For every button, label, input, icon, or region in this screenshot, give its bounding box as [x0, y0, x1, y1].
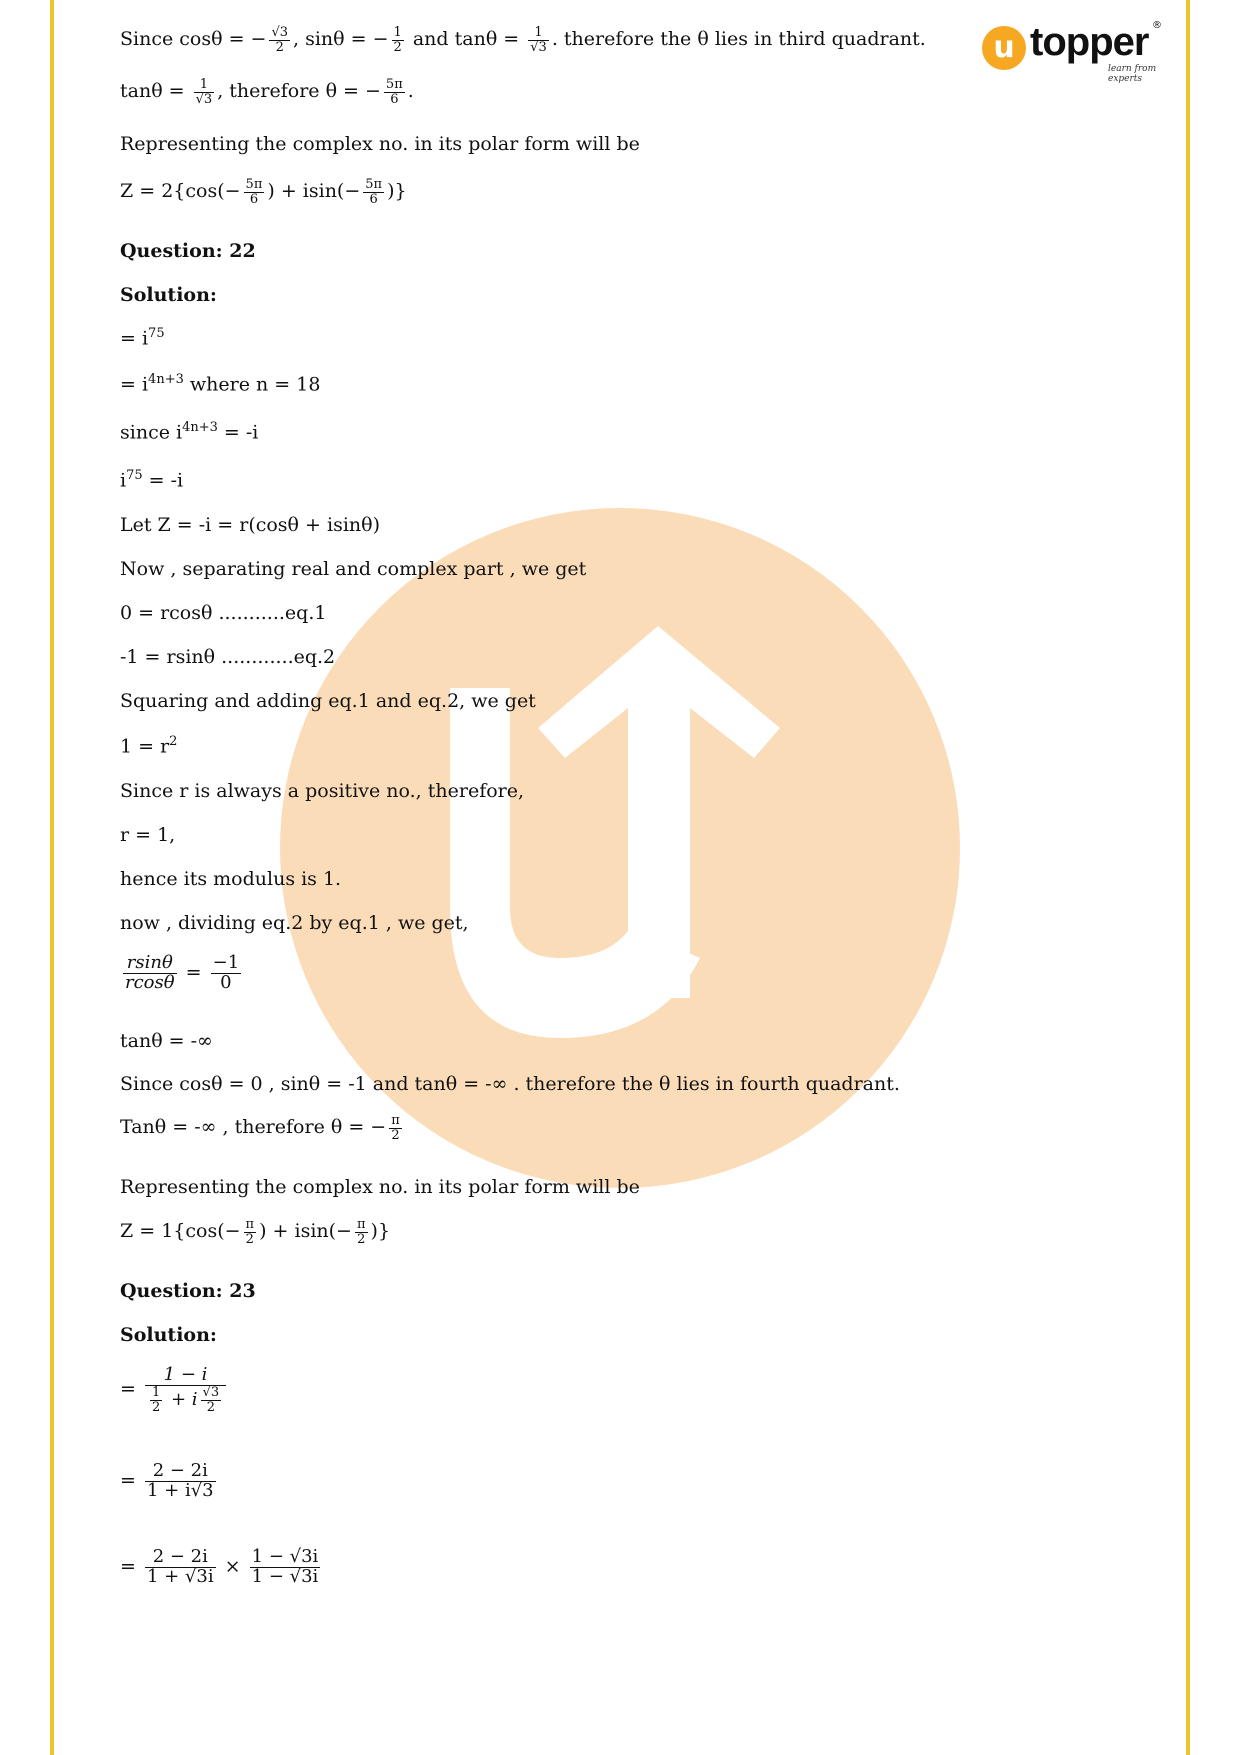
fraction: $\frac{1}{2}$: [151, 1384, 161, 1415]
question-23-heading: Question: 23: [120, 1280, 256, 1302]
fraction: $\frac{1}{√3}$: [195, 77, 213, 107]
fraction: $\frac{2 - 2i}{1 + i√3}$: [146, 1460, 214, 1501]
logo-registered-mark: ®: [1152, 20, 1162, 31]
q23-step-3: = $\frac{2 - 2i}{1 + √3i}$ × $\frac{1 - √3i}{1 - √3i}$: [120, 1546, 319, 1587]
q22-polar-form: Z = 1{cos(− $\frac{\pi}{2}$ ) + isin(− $\frac{\pi}{2}$ )}: [120, 1217, 391, 1247]
q22-step: $i^{75} = -i$: [120, 468, 184, 492]
brand-logo: [982, 18, 1162, 84]
q21-polar-form: Z = 2{cos(− $\frac{5\pi}{6}$ ) + isin(− $\frac{5\pi}{6}$ )}: [120, 177, 407, 207]
logo-tagline: learn from experts: [1108, 64, 1157, 84]
fraction: $\frac{\pi}{2}$: [245, 1217, 255, 1247]
page-border-right: [1186, 0, 1190, 1755]
fraction: $\frac{\pi}{2}$: [356, 1217, 366, 1247]
fraction: $\frac{1}{√3}$: [530, 25, 547, 55]
q22-step: Let Z = -i = r(cosθ + isinθ): [120, 514, 380, 536]
q22-quadrant-line: Since cosθ = 0 , sinθ = -1 and tanθ = -∞ . therefore the θ lies in fourth quadrant.: [120, 1073, 900, 1095]
page-border-left: [50, 0, 54, 1755]
logo-wordmark: topper: [1030, 20, 1149, 64]
fraction: $\frac{1 - √3i}{1 - √3i}$: [251, 1546, 319, 1587]
q22-solution-label: Solution:: [120, 284, 217, 306]
fraction: $\frac{rsin\theta}{rcos\theta}$: [125, 952, 175, 993]
q23-step-1: = 1 − i $\frac{1}{2}$ + i $\frac{√3}{2}$: [120, 1366, 229, 1414]
q21-theta-line: tanθ = $\frac{1}{√3}$ , therefore θ = − $\frac{5\pi}{6}$ .: [120, 77, 414, 107]
q22-polar-intro: Representing the complex no. in its polar form will be: [120, 1176, 640, 1198]
q22-step: hence its modulus is 1.: [120, 868, 342, 890]
q22-step: now , dividing eq.2 by eq.1 , we get,: [120, 912, 469, 934]
logo-u-icon: u: [982, 26, 1026, 70]
fraction: $\frac{-1}{0}$: [212, 952, 240, 993]
q21-polar-intro: Representing the complex no. in its polar form will be: [120, 133, 640, 155]
fraction: $\frac{5\pi}{6}$: [365, 177, 383, 207]
fraction: $\frac{5\pi}{6}$: [385, 77, 403, 107]
q22-step: = $i^{4n+3}$ where n = 18: [120, 372, 321, 396]
q22-step: tanθ = -∞: [120, 1030, 213, 1052]
q23-step-2: = $\frac{2 - 2i}{1 + i√3}$: [120, 1460, 214, 1501]
q22-step: r = 1,: [120, 824, 176, 846]
q22-step: $1 = r^2$: [120, 734, 178, 758]
fraction: $\frac{1}{2}$: [393, 25, 402, 55]
q22-step: Squaring and adding eq.1 and eq.2, we get: [120, 690, 536, 712]
q22-division-fraction: $\frac{rsin\theta}{rcos\theta}$ = $\frac{-1}{0}$: [125, 952, 240, 993]
fraction: $\frac{√3}{2}$: [271, 25, 289, 55]
fraction: $\frac{2 - 2i}{1 + √3i}$: [146, 1546, 214, 1587]
q22-step: -1 = rsinθ ............eq.2: [120, 646, 336, 668]
question-22-heading: Question: 22: [120, 240, 256, 262]
q22-step: Since r is always a positive no., therefore,: [120, 780, 525, 802]
q21-quadrant-line: Since cosθ = − $\frac{√3}{2}$ , sinθ = − $\frac{1}{2}$ and tanθ = $\frac{1}{√3}$ . therefore the θ lies in third quadrant.: [120, 25, 926, 55]
q22-theta-line: Tanθ = -∞ , therefore θ = − $\frac{\pi}{2}$: [120, 1113, 400, 1143]
fraction: 1 − i $\frac{1}{2}$ + i $\frac{√3}{2}$: [145, 1366, 226, 1414]
fraction: $\frac{5\pi}{6}$: [245, 177, 263, 207]
q22-step: 0 = rcosθ ...........eq.1: [120, 602, 327, 624]
q22-step: = $i^{75}$: [120, 326, 165, 350]
fraction: $\frac{\pi}{2}$: [391, 1113, 400, 1143]
fraction: $\frac{√3}{2}$: [202, 1384, 220, 1415]
q23-solution-label: Solution:: [120, 1324, 217, 1346]
q22-step: Now , separating real and complex part , we get: [120, 558, 587, 580]
q22-step: since $i^{4n+3} = -i$: [120, 420, 259, 444]
